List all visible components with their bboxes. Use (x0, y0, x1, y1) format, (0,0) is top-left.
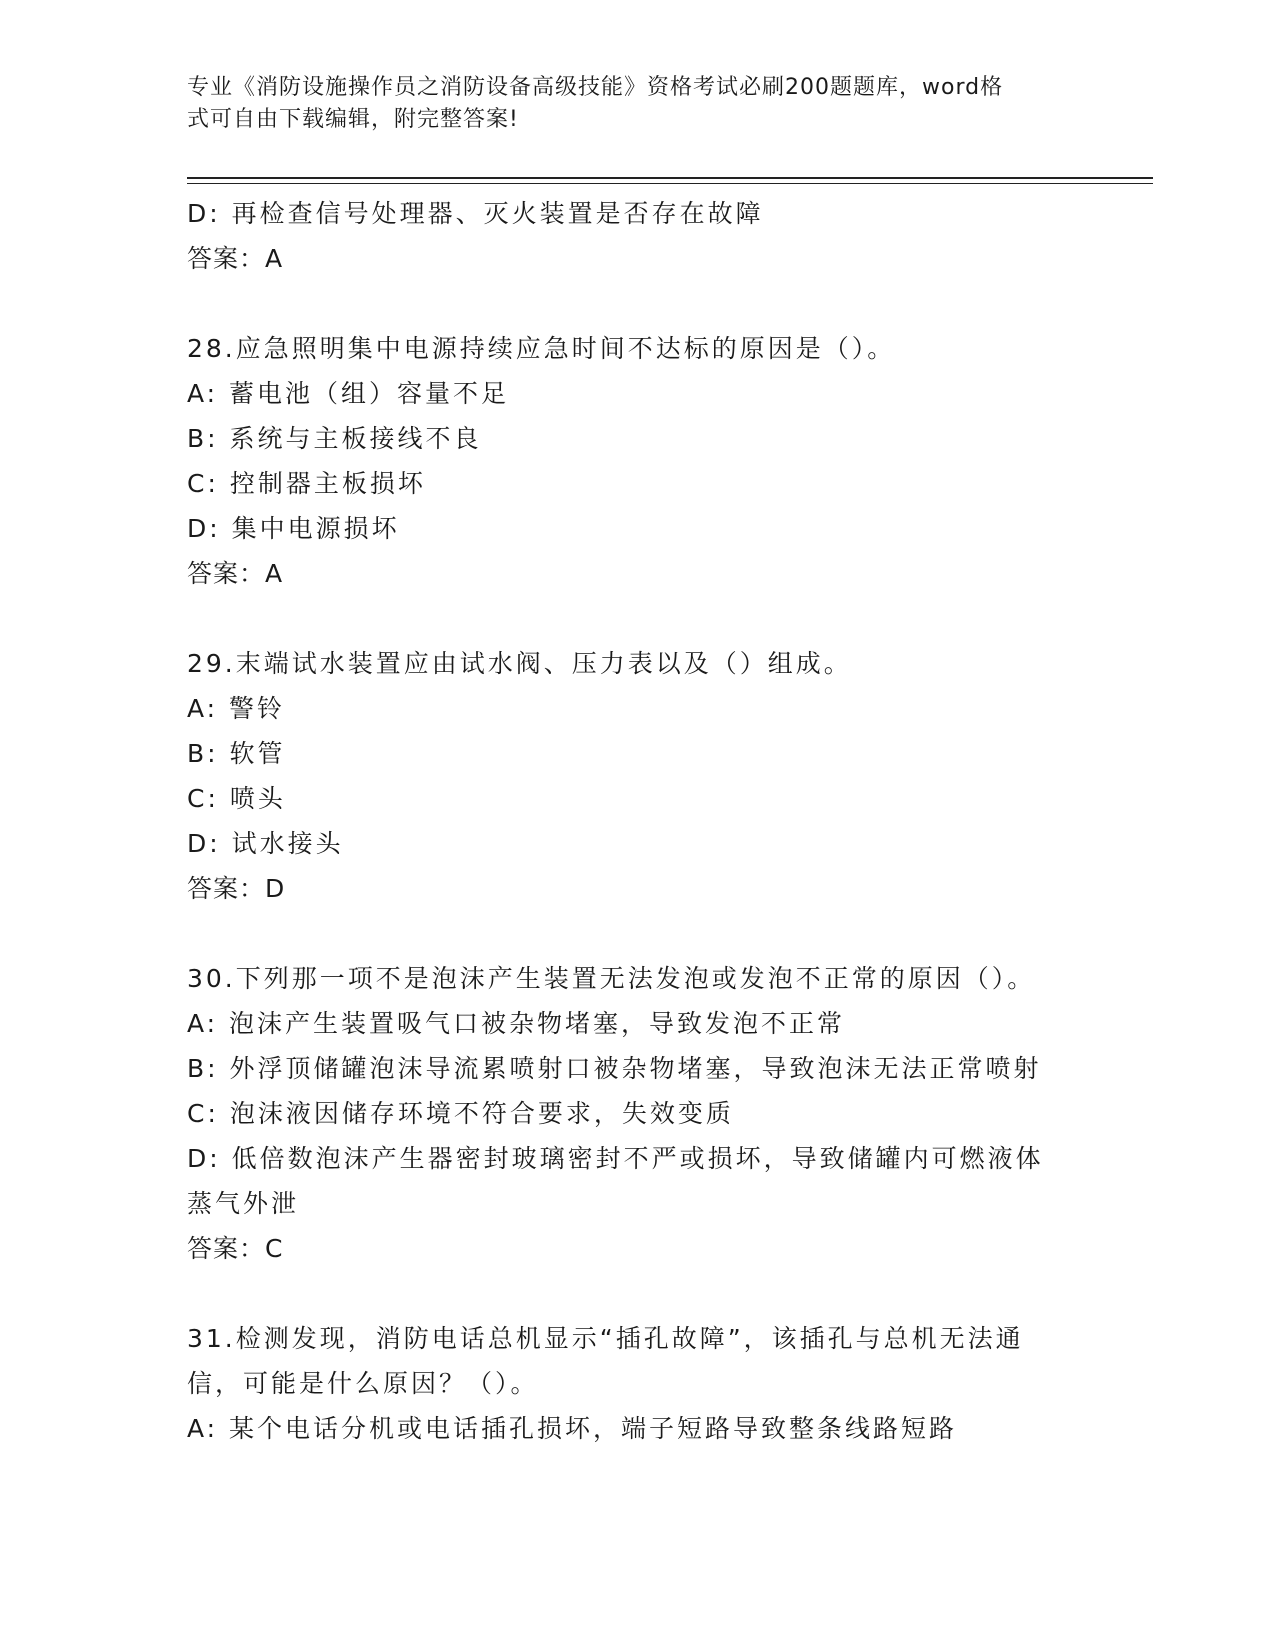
document-header (187, 72, 1067, 136)
answer-line: 答案：A (187, 559, 284, 588)
option-d: D: 集中电源损坏 (187, 514, 400, 543)
question-stem: 31.检测发现，消防电话总机显示“插孔故障”，该插孔与总机无法通信，可能是什么原因？（）。 (187, 1324, 1024, 1398)
spacer (187, 911, 1087, 956)
header-rule-thin (187, 183, 1153, 184)
spacer (187, 1271, 1087, 1316)
option-d: D: 试水接头 (187, 829, 344, 858)
option-b: B: 系统与主板接线不良 (187, 424, 482, 453)
header-title-line-2: 式可自由下载编辑，附完整答案! (187, 107, 519, 132)
option-a: A: 某个电话分机或电话插孔损坏，端子短路导致整条线路短路 (187, 1414, 958, 1443)
spacer (187, 281, 1087, 326)
spacer (187, 596, 1087, 641)
option-c: C: 喷头 (187, 784, 286, 813)
option-a: A: 泡沫产生装置吸气口被杂物堵塞，导致发泡不正常 (187, 1009, 846, 1038)
answer-line: 答案：D (187, 874, 286, 903)
answer-line: 答案：A (187, 244, 284, 273)
option-b: B: 软管 (187, 739, 286, 768)
option-d: D: 低倍数泡沫产生器密封玻璃密封不严或损坏，导致储罐内可燃液体蒸气外泄 (187, 1144, 1044, 1218)
question-stem: 30.下列那一项不是泡沫产生装置无法发泡或发泡不正常的原因（）。 (187, 964, 1036, 993)
option-b: B: 外浮顶储罐泡沫导流累喷射口被杂物堵塞，导致泡沫无法正常喷射 (187, 1054, 1042, 1083)
question-list (187, 191, 1087, 1451)
header-title-line-1: 专业《消防设施操作员之消防设备高级技能》资格考试必刷200题题库，word格 (187, 75, 1004, 100)
answer-line: 答案：C (187, 1234, 284, 1263)
question-27-continued (187, 191, 1087, 281)
question-31 (187, 1316, 1087, 1451)
option-a: A: 警铃 (187, 694, 286, 723)
option-d: D: 再检查信号处理器、灭火装置是否存在故障 (187, 199, 764, 228)
question-30 (187, 956, 1087, 1271)
question-stem: 29.末端试水装置应由试水阀、压力表以及（）组成。 (187, 649, 852, 678)
question-28 (187, 326, 1087, 596)
option-c: C: 控制器主板损坏 (187, 469, 426, 498)
option-c: C: 泡沫液因储存环境不符合要求，失效变质 (187, 1099, 734, 1128)
option-a: A: 蓄电池（组）容量不足 (187, 379, 510, 408)
question-29 (187, 641, 1087, 911)
header-rule-thick (187, 177, 1153, 179)
question-stem: 28.应急照明集中电源持续应急时间不达标的原因是（）。 (187, 334, 896, 363)
